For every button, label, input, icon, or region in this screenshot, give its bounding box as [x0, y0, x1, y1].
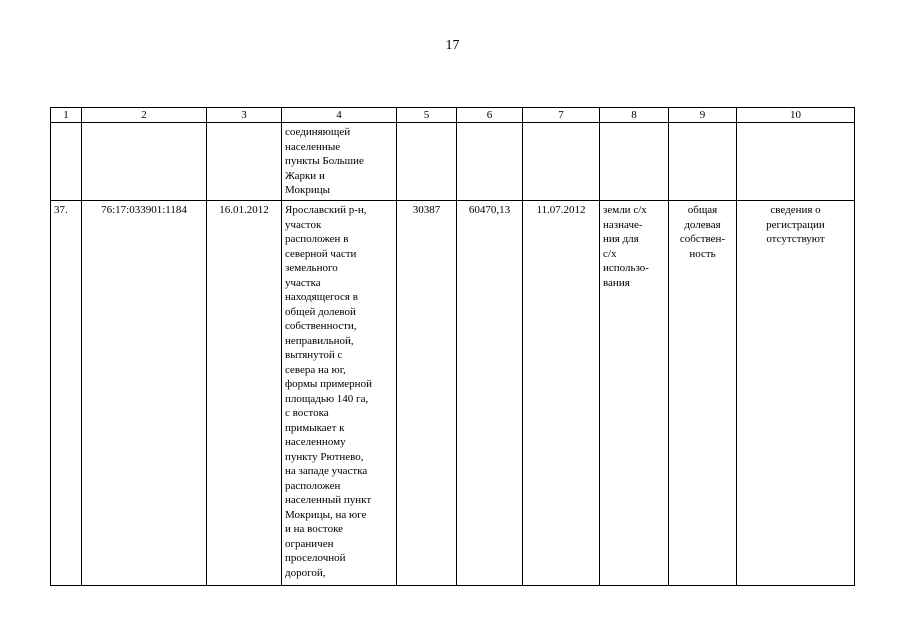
ownership-type-cell [669, 123, 737, 201]
column-header-2: 2 [82, 108, 207, 123]
column-header-7: 7 [523, 108, 600, 123]
column-header-9: 9 [669, 108, 737, 123]
column-header-6: 6 [457, 108, 523, 123]
ownership-type-cell: общая долевая собствен- ность [669, 201, 737, 586]
table-row [51, 201, 855, 586]
table-row [51, 123, 855, 201]
registration-date-cell: 11.07.2012 [523, 201, 600, 586]
registration-date-cell [523, 123, 600, 201]
value-cell: 60470,13 [457, 201, 523, 586]
land-category-cell [600, 123, 669, 201]
cadastral-number-cell [82, 123, 207, 201]
column-header-8: 8 [600, 108, 669, 123]
column-header-5: 5 [397, 108, 457, 123]
date-cell [207, 123, 282, 201]
registration-info-cell [737, 123, 855, 201]
column-header-3: 3 [207, 108, 282, 123]
area-cell: 30387 [397, 201, 457, 586]
area-cell [397, 123, 457, 201]
column-header-10: 10 [737, 108, 855, 123]
registry-table [50, 107, 855, 586]
cadastral-number-cell: 76:17:033901:1184 [82, 201, 207, 586]
row-number-cell [51, 123, 82, 201]
row-number-cell: 37. [51, 201, 82, 586]
value-cell [457, 123, 523, 201]
land-category-cell: земли с/х назначе- ния для с/х использо- вания [600, 201, 669, 586]
column-number-header-row [51, 108, 855, 123]
date-cell: 16.01.2012 [207, 201, 282, 586]
column-header-1: 1 [51, 108, 82, 123]
page-number: 17 [445, 38, 460, 53]
column-header-4: 4 [282, 108, 397, 123]
location-description-cell: Ярославский р-н, участок расположен в северной части земельного участка находящегося в общей долевой собственности, неправильной, вытянутой с севера на юг, формы примерной площадью 140 га, с востока примыкает к населенному пункту Рютнево, на западе участка расположен населенный пункт Мокрицы, на юге и на востоке ограничен проселочной дорогой, [282, 201, 397, 586]
registration-info-cell: сведения о регистрации отсутствуют [737, 201, 855, 586]
location-description-cell: соединяющей населенные пункты Большие Жарки и Мокрицы [282, 123, 397, 201]
